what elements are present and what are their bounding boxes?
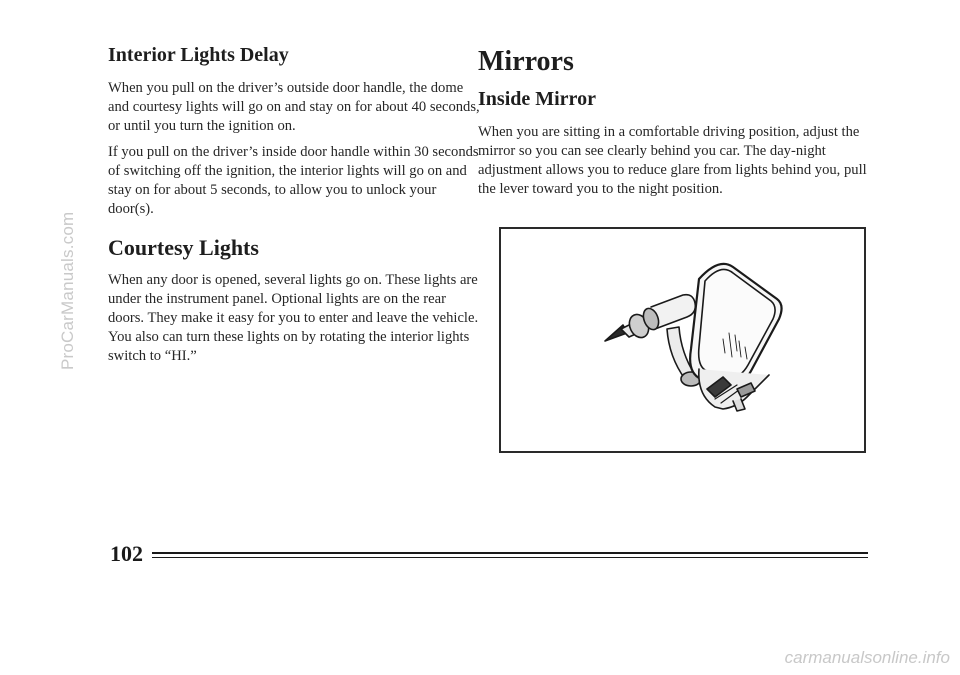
- mirrors-heading: Mirrors: [478, 46, 574, 77]
- interior-lights-paragraph-2: If you pull on the driver’s inside door handle within 30 seconds of switching off the ignition, the interior lights will go on and stay on for about 5 seconds, to allow you to unlock your door(s).: [108, 144, 479, 217]
- footer-rule: [152, 552, 868, 554]
- inside-mirror-figure: [499, 227, 866, 453]
- interior-lights-paragraph-1: When you pull on the driver’s outside door handle, the dome and courtesy lights will go on and stay on for about 40 seconds, or until you turn the ignition on.: [108, 80, 480, 134]
- left-column: [108, 44, 480, 373]
- side-watermark: ProCarManuals.com: [58, 211, 77, 370]
- inside-mirror-illustration-icon: [501, 229, 864, 451]
- courtesy-lights-section: [108, 235, 480, 366]
- courtesy-lights-paragraph: When any door is opened, several lights go on. These lights are under the instrument panel. Optional lights are on the rear doors. They make it easy for you to enter and leave the vehicle. You also can turn these lights on by rotating the interior lights switch to “HI.”: [108, 272, 479, 364]
- interior-lights-delay-heading: Interior Lights Delay: [108, 44, 289, 66]
- right-column: [478, 46, 870, 206]
- bottom-watermark: carmanualsonline.info: [784, 648, 950, 667]
- footer-rule-thin: [152, 557, 868, 558]
- page-number: 102: [110, 541, 143, 566]
- courtesy-lights-heading: Courtesy Lights: [108, 235, 259, 260]
- inside-mirror-paragraph: When you are sitting in a comfortable driving position, adjust the mirror so you can see clearly behind you car. The day-night adjustment allows you to reduce glare from lights behind you, pull the lever toward you to the night position.: [478, 124, 867, 197]
- inside-mirror-heading: Inside Mirror: [478, 88, 596, 110]
